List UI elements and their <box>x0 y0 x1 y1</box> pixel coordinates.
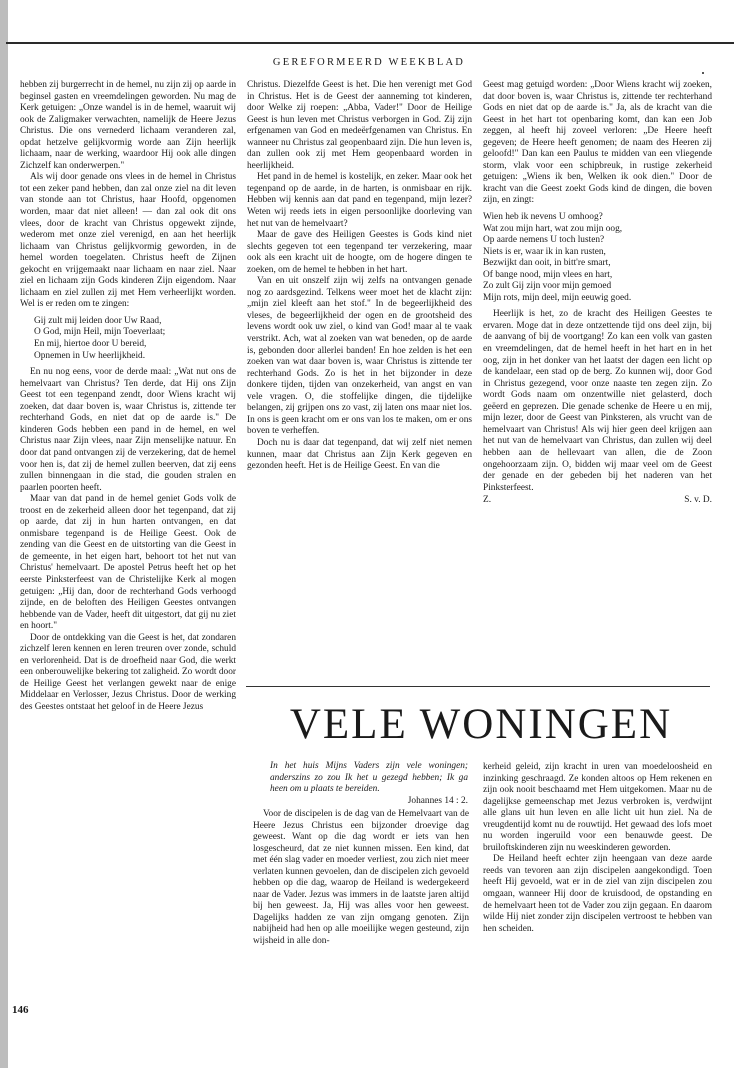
psalm-verse <box>34 316 236 362</box>
signature-line <box>483 495 712 507</box>
verse-line: Bezwijkt dan ooit, in bitt're smart, <box>483 258 611 269</box>
verse-line: Mijn rots, mijn deel, mijn eeuwig goed. <box>483 292 632 303</box>
paragraph: Christus. Diezelfde Geest is het. Die hen verenigt met God in Christus. Het is de Geest der aanneming tot kinderen, door Welke zij roepen: „Abba, Vader!" Door de Heilige Geest is hun leven met Christus verborgen in God. Zij zijn erfgenamen van God en medeërfgenamen van Christus. En wanneer nu Christus zal geopenbaard zijn. Die hun leven is, dan zullen ook zij met Hem geopenbaard worden in heerlijkheid. <box>247 80 472 171</box>
verse-line: O God, mijn Heil, mijn Toeverlaat; <box>34 327 166 338</box>
page-top-rule <box>6 42 734 44</box>
article-column-2 <box>483 762 712 935</box>
paragraph: Geest mag getuigd worden: „Door Wiens kracht wij zoeken, dat door boven is, waar Christus is, zittende ter rechterhand Gods en niet dat op de aarde is." Ja, als de kracht van die Geest in het hart tot openbaring komt, dan kan een Job zeggen, al heeft hij zoveel verloren: „De Heere heeft gegeven; de Heere heeft genomen; de naam des Heeren zij geloofd!" Dan kan een Paulus te midden van een vliegende storm, vlak voor een schipbreuk, in rustige zekerheid getuigen: „Wiens ik ben, Welken ik ook dien." Door de kracht van die Geest zoekt Gods kind de dingen, die boven zijn, en zingt: <box>483 80 712 206</box>
paragraph: kerheid geleid, zijn kracht in uren van moedeloosheid en inzinking geschraagd. Ze konden altoos op Hem rekenen en zijn ook nooit beschaamd met Hem uitgekomen. Maar nu de dagelijkse gemeenschap met Jezus verbroken is, verdwijnt alle glans uit hun leven en alle licht uit hun ziel. Na de vreugdentijd komt nu de rouwtijd. Het gewaad des lofs moet nu worden ingeruild voor een benauwde geest. De bruiloftskinderen zijn nu weeskinderen geworden. <box>483 762 712 853</box>
paragraph: Het pand in de hemel is kostelijk, en zeker. Maar ook het tegenpand op de aarde, in de harten, is onmisbaar en rijk. Hebben wij kennis aan dat pand en tegenpand, mijn lezer? Weten wij reeds iets in eigen persoonlijke doorleving van het nut van de hemelvaart? <box>247 172 472 229</box>
column-2 <box>247 80 472 473</box>
column-3 <box>483 80 712 507</box>
paragraph: De Heiland heeft echter zijn heengaan van deze aarde reeds van tevoren aan zijn discipelen aangekondigd. Toen heeft Hij gevoeld, wat er in de ziel van zijn discipelen zou omgaan, wanneer Hij door de kruisdood, de opstanding en de hemelvaart heen tot de Vader zou zijn gegaan. En daarom wilde Hij niet zonder zijn discipelen vertroost te hebben van hen scheiden. <box>483 854 712 934</box>
paragraph: Als wij door genade ons vlees in de hemel in Christus tot een zeker pand hebben, dan zal onze ziel na dit leven van stonde aan tot Christus, haar Hoofd, opgenomen worden, maar dat niet alleen! — dan zal ook dit ons vlees, door de kracht van Christus opgewekt zijnde, wederom met onze ziel verenigd, en aan het heerlijk lichaam van Christus gelijkvormig geworden, in de hemel worden toegelaten. Christus heeft de Zijnen gekocht en vrijgemaakt naar lichaam en naar ziel. Naar ziel en lichaam zijn Gods kinderen Zijn eigendom. Naar lichaam en ziel zullen zij met Hem verheerlijkt worden. Wel is er reden om te zingen: <box>20 172 236 310</box>
paragraph: Voor de discipelen is de dag van de Hemelvaart van de Heere Jezus Christus een bijzonder droevige dag geweest. Want op die dag wordt er iets van hen losgescheurd, dat ze niet kunnen missen. Een kind, dat met één slag vader en moeder verliest, zou zich niet meer verlaten kunnen gevoelen, dan de discipelen zich gevoeld hebben op die dag, waarop de Heiland is wedergekeerd naar de Vader. Jezus was immers in de laatste jaren altijd bij hen geweest. Ja, Hij was alles voor hen geweest. Dagelijks hadden ze van zijn omgang genoten. Zijn nabijheid had hen op alle moeilijke wegen gesteund, zijn wijsheid in alle don- <box>253 809 469 947</box>
paragraph: Doch nu is daar dat tegenpand, dat wij zelf niet nemen kunnen, maar dat Christus aan Zijn Kerk gegeven en gezonden heeft. Het is de Heilige Geest. En van die <box>247 437 472 472</box>
article-title: VELE WONINGEN <box>289 701 673 748</box>
verse-line: Wat zou mijn hart, wat zou mijn oog, <box>483 223 623 234</box>
paragraph: Maar de gave des Heiligen Geestes is Gods kind niet slechts gegeven tot een tegenpand ter verzekering, maar ook als een kracht uit de hoogte, om de hogere dingen te zoeken, om de hemel te hebben in het hart. <box>247 230 472 275</box>
motto-text: In het huis Mijns Vaders zijn vele woningen; anderszins zo zou Ik het u gezegd hebben; Ik ga heen om u plaats te bereiden. <box>270 761 468 794</box>
signature-initial: Z. <box>483 495 492 506</box>
motto-reference: Johannes 14 : 2. <box>407 795 468 806</box>
verse-line: Niets is er, waar ik in kan rusten, <box>483 246 606 257</box>
verse-line: Wien heb ik nevens U omhoog? <box>483 212 603 223</box>
running-header: GEREFORMEERD WEEKBLAD <box>272 57 466 68</box>
verse-line: Of bange nood, mijn vlees en hart, <box>483 269 613 280</box>
psalm-verse <box>483 212 712 304</box>
paragraph: Heerlijk is het, zo de kracht des Heiligen Geestes te ervaren. Moge dat in deze ontzettende tijd ons deel zijn, bij de aanvang of bij de voortgang! Zo kan een volk van gasten en vreemdelingen, dat de hemel heeft in het hart en in het oog, zijn in het donker van het laatst der dagen een licht op de kandelaar, een stad op de berg. Zo kunnen wij, door God in Christus gezegend, voor onze naaste ten zegen zijn. Zo wordt Gods naam om onzentwille niet gelasterd, doch geëerd en geprezen. Die genade schenke de Heere u en mij, mijn lezer, door de Geest van Pinksteren, als vrucht van de hemelvaart van Christus! Als wij hier geen deel krijgen aan het nut van de hemelvaart van Christus, dan zullen wij deel hebben aan de hellevaart van allen, die de Zoon ongehoorzaam zijn. O, bidden wij maar veel om de Geest der genade en der gebeden bij het naderen van het Pinksterfeest. <box>483 309 712 493</box>
article-divider <box>246 686 710 687</box>
scan-speck <box>702 72 704 74</box>
paragraph: Door de ontdekking van die Geest is het, dat zondaren zichzelf leren kennen en leren treuren over zonde, schuld en verlorenheid. Dat is de droefheid naar God, die werkt een onberouwelijke bekering tot zaligheid. Zo wordt door de Heilige Geest het verlangen gewekt naar de enige Middelaar en Verlosser, Jezus Christus. Door de werking des Geestes ontstaat het geloof in de Heere Jezus <box>20 632 236 712</box>
paragraph: En nu nog eens, voor de derde maal: „Wat nut ons de hemelvaart van Christus? Ten derde, dat Hij ons Zijn Geest tot een tegenpand zendt, door Wiens kracht wij zoeken, dat daar boven is, waar Christus is, zittende ter rechterhand Gods, en niet dat op de aarde is." De kinderen Gods hebben een pand in de hemel, en wel Christus naar Zijn vlees, naar Zijn menselijke natuur. En door dat pand ontvangen zij de verzekering, dat de hemel voor hen is, dat zij de hemel zullen beerven, dat zij eens zullen binnengaan in die stad, die gouden stralen en paarlen poorten heeft. <box>20 367 236 493</box>
verse-line: Op aarde nemens U toch lusten? <box>483 235 605 246</box>
paragraph: Maar van dat pand in de hemel geniet Gods volk de troost en de zekerheid alleen door het tegenpand, dat zij op aarde, dat zij in hun harten ontvangen, en dat onmisbare tegenpand is de Heilige Geest. Ook de zending van die Geest en de uitstorting van die Geest in de gemeente, in het eigen hart, behoort tot het nut van Christus' hemelvaart. De apostel Petrus heeft het op het eerste Pinksterfeest van de Christelijke Kerk al mogen getuigen: „Hij dan, door de rechterhand Gods verhoogd zijnde, en de beloften des Heiligen Geestes ontvangen hebbende van de Vader, heeft dit uitgestort, dat gij nu ziet en hoort." <box>20 494 236 632</box>
scan-top-margin <box>0 0 738 42</box>
column-1 <box>20 80 236 714</box>
verse-line: Gij zult mij leiden door Uw Raad, <box>34 315 162 326</box>
scripture-motto <box>270 761 468 807</box>
verse-line: Opnemen in Uw heerlijkheid. <box>34 350 146 361</box>
paragraph: Van en uit onszelf zijn wij zelfs na ontvangen genade nog zo aardsgezind. Telkens weer moet het de klacht zijn: „mijn ziel kleeft aan het stof." In de begeerlijkheid des vleses, de begeerlijkheid der ogen en de grootsheid des levens wordt ook uw ziel, o kind van God! maar al te vaak verstrikt. Ach, wat al zoeken van wat beneden, op de aarde is, gebonden door allerlei banden! En hoe zelden is het een zoeken van wat daar boven is, waar Christus is zittende ter rechterhand Gods. Zo is het in het bijzonder in deze donkere tijden, tijden van onzekerheid, van angst en van vele vragen. O, die stoffelijke dingen, die tijdelijke belangen, zij grijpen ons zo vast, zij laten ons maar niet los. In ons is geen kracht om er ons van los te maken, om er ons boven te verheffen. <box>247 276 472 437</box>
verse-line: En mij, hiertoe door U bereid, <box>34 339 147 350</box>
verse-line: Zo zult Gij zijn voor mijn gemoed <box>483 281 612 292</box>
scan-left-edge <box>0 0 8 1068</box>
page-number: 146 <box>12 1004 29 1016</box>
article-column-1 <box>253 809 469 948</box>
paragraph: hebben zij burgerrecht in de hemel, nu zijn zij op aarde in beginsel gasten en vreemdelingen geworden. Nu mag de Kerk getuigen: „Onze wandel is in de hemel, waaruit wij ook de Zaligmaker verwachten, namelijk de Heere Jezus Christus. Die ons vernederd lichaam veranderen zal, opdat hetzelve gelijkvormig worde aan Zijn heerlijk lichaam, naar de werking, waardoor Hij ook alle dingen Zichzelf kan onderwerpen." <box>20 80 236 171</box>
author-signature: S. v. D. <box>684 495 712 506</box>
